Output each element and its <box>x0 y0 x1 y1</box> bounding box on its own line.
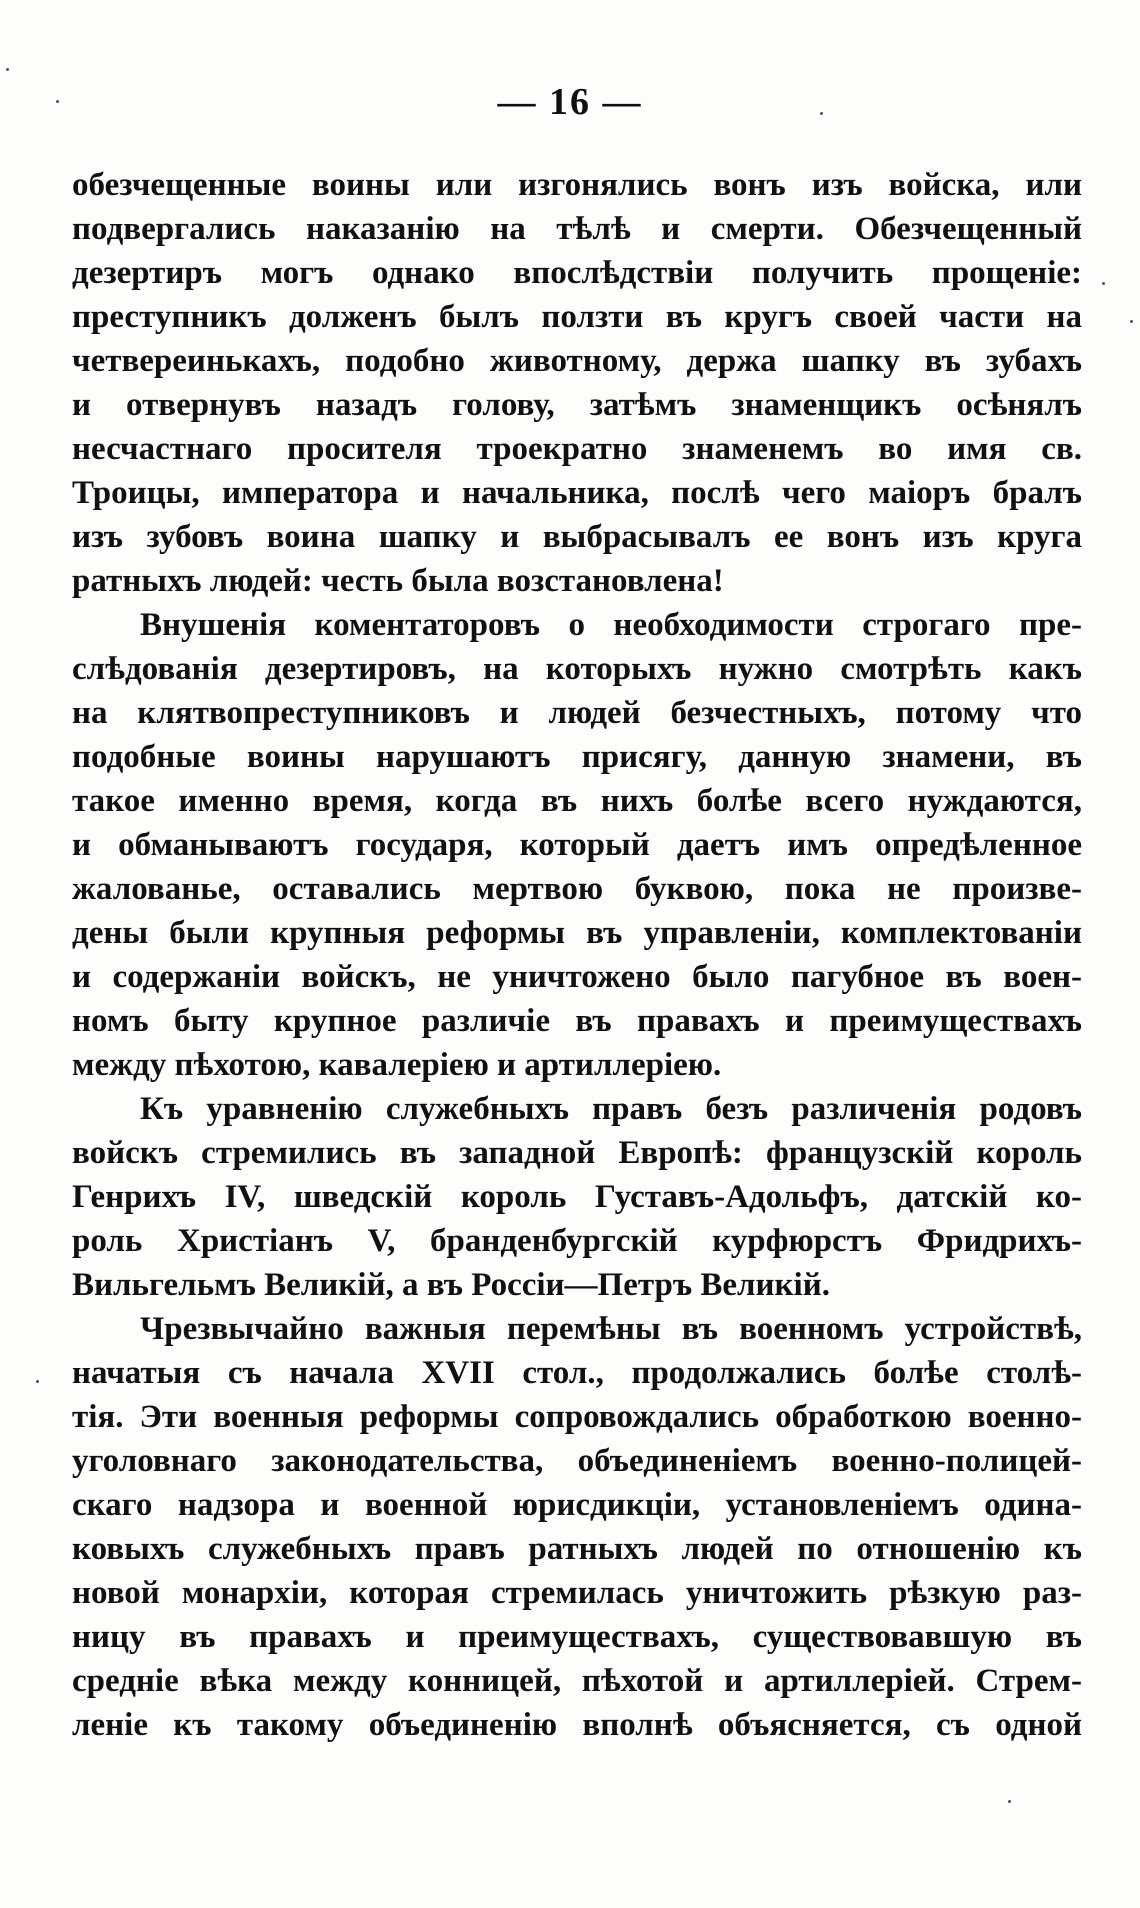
text-line: войскъ стремились въ западной Европѣ: французскій король <box>72 1135 1082 1171</box>
body-text <box>72 163 1082 1747</box>
text-line: ницу въ правахъ и преимуществахъ, существовавшую въ <box>72 1619 1082 1655</box>
text-line: несчастнаго просителя троекратно знаменемъ во имя св. <box>72 431 1082 467</box>
text-line: Вильгельмъ Великій, а въ Россіи—Петръ Великій. <box>72 1267 830 1303</box>
page-number: — 16 — <box>497 81 643 123</box>
text-line: скаго надзора и военной юрисдикціи, установленіемъ одина- <box>72 1487 1082 1523</box>
text-line: и содержаніи войскъ, не уничтожено было пагубное въ воен- <box>72 959 1082 995</box>
text-line: жалованье, оставались мертвою буквою, пока не произве- <box>72 871 1082 907</box>
scan-speck <box>820 112 823 115</box>
text-line: на клятвопреступниковъ и людей безчестныхъ, потому что <box>72 695 1082 731</box>
text-line: подвергались наказанію на тѣлѣ и смерти. Обезчещенный <box>72 211 1082 247</box>
text-line: роль Христіанъ V, бранденбургскій курфюрстъ Фридрихъ- <box>72 1223 1082 1259</box>
text-line: и обманываютъ государя, который даетъ имъ опредѣленное <box>72 827 1082 863</box>
paragraph-start-line: Внушенія коментаторовъ о необходимости строгаго пре- <box>140 607 1082 643</box>
text-line: леніе къ такому объединенію вполнѣ объясняется, съ одной <box>72 1707 1082 1743</box>
text-line: ратныхъ людей: честь была возстановлена! <box>72 563 724 599</box>
text-line: средніе вѣка между конницей, пѣхотой и артиллеріей. Стрем- <box>72 1663 1082 1699</box>
scan-speck <box>1008 1800 1011 1803</box>
text-line: изъ зубовъ воина шапку и выбрасывалъ ее вонъ изъ круга <box>72 519 1082 555</box>
text-line: между пѣхотою, кавалеріею и артиллеріею. <box>72 1047 722 1083</box>
text-line: Троицы, императора и начальника, послѣ чего маіоръ бралъ <box>72 475 1082 511</box>
text-line: дены были крупныя реформы въ управленіи, комплектованіи <box>72 915 1082 951</box>
text-line: преступникъ долженъ былъ ползти въ кругъ своей части на <box>72 299 1082 335</box>
text-line: подобные воины нарушаютъ присягу, данную знамени, въ <box>72 739 1082 775</box>
paragraph-start-line: Чрезвычайно важныя перемѣны въ военномъ устройствѣ, <box>140 1311 1082 1347</box>
scan-speck <box>6 68 9 71</box>
text-line: слѣдованія дезертировъ, на которыхъ нужно смотрѣть какъ <box>72 651 1082 687</box>
text-line: и отвернувъ назадъ голову, затѣмъ знаменщикъ осѣнялъ <box>72 387 1082 423</box>
text-line: начатыя съ начала XVII стол., продолжались болѣе столѣ- <box>72 1355 1082 1391</box>
text-line: четвереинькахъ, подобно животному, держа шапку въ зубахъ <box>72 343 1082 379</box>
scan-speck <box>1102 282 1105 285</box>
scan-speck <box>36 1380 39 1383</box>
text-line: такое именно время, когда въ нихъ болѣе всего нуждаются, <box>72 783 1082 819</box>
scan-speck <box>1130 320 1133 323</box>
scan-speck <box>56 100 59 103</box>
text-line: Генрихъ IV, шведскій король Густавъ-Адольфъ, датскій ко- <box>72 1179 1082 1215</box>
paragraph-start-line: Къ уравненію служебныхъ правъ безъ различенія родовъ <box>140 1091 1082 1127</box>
text-line: обезчещенные воины или изгонялись вонъ изъ войска, или <box>72 167 1082 203</box>
text-line: дезертиръ могъ однако впослѣдствіи получить прощеніе: <box>72 255 1082 291</box>
text-line: ковыхъ служебныхъ правъ ратныхъ людей по отношенію къ <box>72 1531 1082 1567</box>
text-line: новой монархіи, которая стремилась уничтожить рѣзкую раз- <box>72 1575 1082 1611</box>
text-line: уголовнаго законодательства, объединеніемъ военно-полицей- <box>72 1443 1082 1479</box>
text-line: номъ быту крупное различіе въ правахъ и преимуществахъ <box>72 1003 1082 1039</box>
text-line: тія. Эти военныя реформы сопровождались обработкою военно- <box>72 1399 1082 1435</box>
